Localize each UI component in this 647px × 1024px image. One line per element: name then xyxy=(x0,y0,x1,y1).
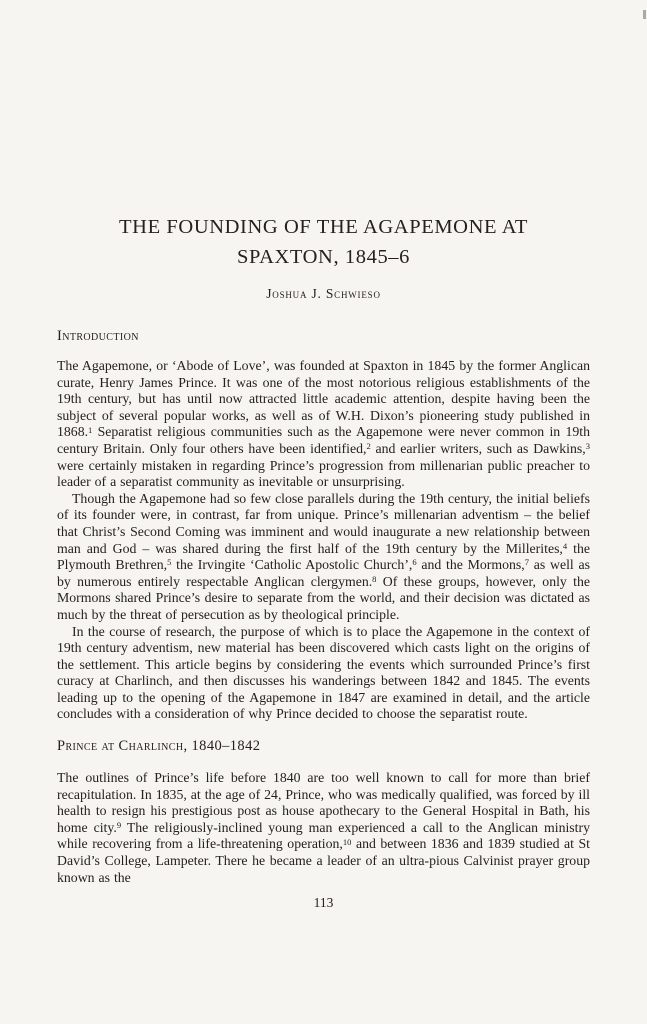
paragraph: The outlines of Prince’s life before 1840 are too well known to call for more than brief recapitulation. In 1835, at the age of 24, Prince, who was medically qualified, was forced by ill health to resign his prestigious post as house apothecary to the General Hospital in Bath, his home city.$^9$ The religiously-inclined young man experienced a call to the Anglican ministry while recovering from a life-threatening operation,$^{10}$ and between 1836 and 1839 studied at St David’s College, Lampeter. There he became a leader of an ultra-pious Calvinist prayer group known as the xyxy=(57,770,591,885)
scan-artifact xyxy=(643,10,646,19)
section-heading-introduction: Introduction xyxy=(57,328,139,344)
section-heading-prince-at-charlinch: Prince at Charlinch, 1840–1842 xyxy=(57,738,261,755)
page-title xyxy=(57,212,590,272)
page-number: 113 xyxy=(313,895,334,911)
author-byline: Joshua J. Schwieso xyxy=(266,286,381,301)
paragraph: Though the Agapemone had so few close parallels during the 19th century, the initial beliefs of its founder were, in contrast, far from unique. Prince’s millenarian adventism – the belief that Christ’s Second Coming was imminent and would inaugurate a new relationship between man and God – was shared during the first half of the 19th century by the Millerites,$^4$ the Plymouth Brethren,$^5$ the Irvingite ‘Catholic Apostolic Church’,$^6$ and the Mormons,$^7$ as well as by numerous entirely respectable Anglican clergymen.$^8$ Of these groups, however, only the Mormons shared Prince’s desire to separate from the world, and their decision was dictated as much by the threat of persecution as by theological principle. xyxy=(57,490,590,622)
paragraph: The Agapemone, or ‘Abode of Love’, was founded at Spaxton in 1845 by the former Anglican curate, Henry James Prince. It was one of the most notorious religious establishments of the 19th century, but has until now attracted little academic attention, despite having been the subject of several popular works, as well as of W.H. Dixon’s pioneering study published in 1868.$^1$ Separatist religious communities such as the Agapemone were never common in 19th century Britain. Only four others have been identified,$^2$ and earlier writers, such as Dawkins,$^3$ were certainly mistaken in regarding Prince’s progression from millenarian public preacher to leader of a separatist community as inevitable or unsurprising. xyxy=(57,358,590,490)
article-content xyxy=(0,212,647,911)
introduction-section-body xyxy=(57,358,590,723)
paragraph: In the course of research, the purpose of which is to place the Agapemone in the context of 19th century adventism, new material has been discovered which casts light on the origins of the settlement. This article begins by considering the events which surrounded Prince’s first curacy at Charlinch, and then discusses his wanderings between 1842 and 1845. The events leading up to the opening of the Agapemone in 1847 are examined in detail, and the article concludes with a consideration of why Prince decided to choose the separatist route. xyxy=(57,623,590,722)
page-title-line-1: THE FOUNDING OF THE AGAPEMONE AT xyxy=(119,216,528,238)
prince-at-charlinch-section-body xyxy=(57,770,590,886)
page-title-line-2: SPAXTON, 1845–6 xyxy=(236,246,411,268)
